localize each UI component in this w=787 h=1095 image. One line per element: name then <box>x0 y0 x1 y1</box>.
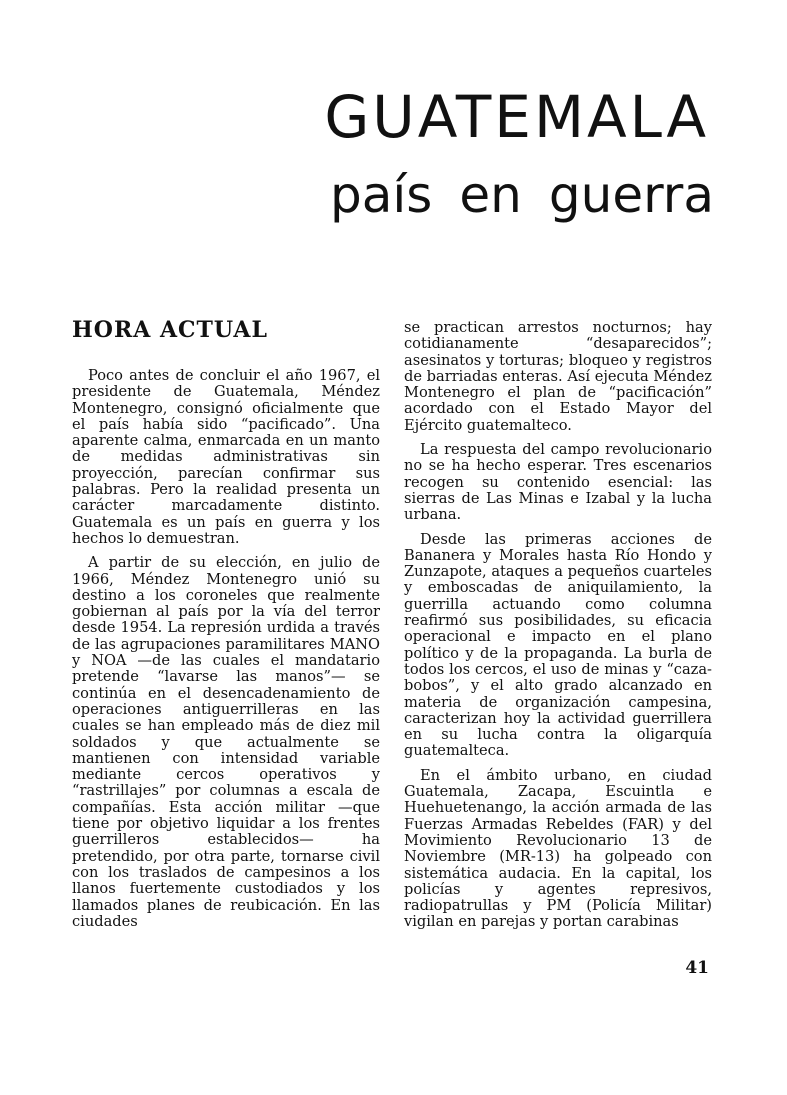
paragraph: A partir de su elección, en julio de 1966, Méndez Montenegro unió su destino a los coroneles que realmente gobiernan al país por la vía del terror desde 1954. La represión urdida a través de las agrupaciones paramilitares MANO y NOA —de las cuales el mandatario pretende “lavarse las manos”— se continúa en el desencadenamiento de operaciones antiguerrilleras en las cuales se han empleado más de diez mil soldados y que actualmente se mantienen con intensidad variable mediante cercos operativos y “rastrillajes” por columnas a escala de compañías. Esta acción militar —que tiene por objetivo liquidar a los frentes guerrilleros establecidos— ha pretendido, por otra parte, tornarse civil con los traslados de campesinos a los llanos fuertemente custodiados y los llamados planes de reubicación. En las ciudades <box>72 554 380 930</box>
subtitle-word: país <box>330 166 433 224</box>
paragraph: se practican arrestos nocturnos; hay cotidianamente “desaparecidos”; asesinatos y torturas; bloqueo y registros de barriadas enteras. Así ejecuta Méndez Montenegro el plan de “pacificación” acordado con el Estado Mayor del Ejército guatemalteco. <box>404 319 712 434</box>
paragraph: Desde las primeras acciones de Bananera y Morales hasta Río Hondo y Zunzapote, ataques a pequeños cuarteles y emboscadas de aniquilamiento, la guerrilla actuando como columna reafirmó sus posibilidades, su eficacia operacional e impacto en el plano político y de la propaganda. La burla de todos los cercos, el uso de minas y “caza-bobos”, y el alto grado alcanzado en materia de organización campesina, caracterizan hoy la actividad guerrillera en su lucha contra la oligarquía guatemalteca. <box>404 530 712 760</box>
paragraph: En el ámbito urbano, en ciudad Guatemala, Zacapa, Escuintla e Huehuetenango, la acción armada de las Fuerzas Armadas Rebeldes (FAR) y del Movimiento Revolucionario 13 de Noviembre (MR-13) ha golpeado con sistemática audacia. En la capital, los policías y agentes represivos, radiopatrullas y PM (Policía Militar) vigilan en parejas y portan carabinas <box>404 766 712 931</box>
paragraph: Poco antes de concluir el año 1967, el presidente de Guatemala, Méndez Montenegro, consignó oficialmente que el país había sido “pacificado”. Una aparente calma, enmarcada en un manto de medidas administrativas sin proyección, parecían confirmar sus palabras. Pero la realidad presenta un carácter marcadamente distinto. Guatemala es un país en guerra y los hechos lo demuestran. <box>72 367 380 547</box>
right-column <box>404 320 712 939</box>
paragraph: La respuesta del campo revolucionario no se ha hecho esperar. Tres escenarios recogen su contenido esencial: las sierras de Las Minas e Izabal y la lucha urbana. <box>404 441 712 524</box>
left-column <box>72 318 380 938</box>
page-number: 41 <box>685 958 709 978</box>
article-subtitle <box>330 166 714 224</box>
article-title: GUATEMALA <box>324 83 709 151</box>
subtitle-word: guerra <box>548 166 714 224</box>
subtitle-word: en <box>459 166 522 224</box>
section-heading: HORA ACTUAL <box>72 317 268 343</box>
